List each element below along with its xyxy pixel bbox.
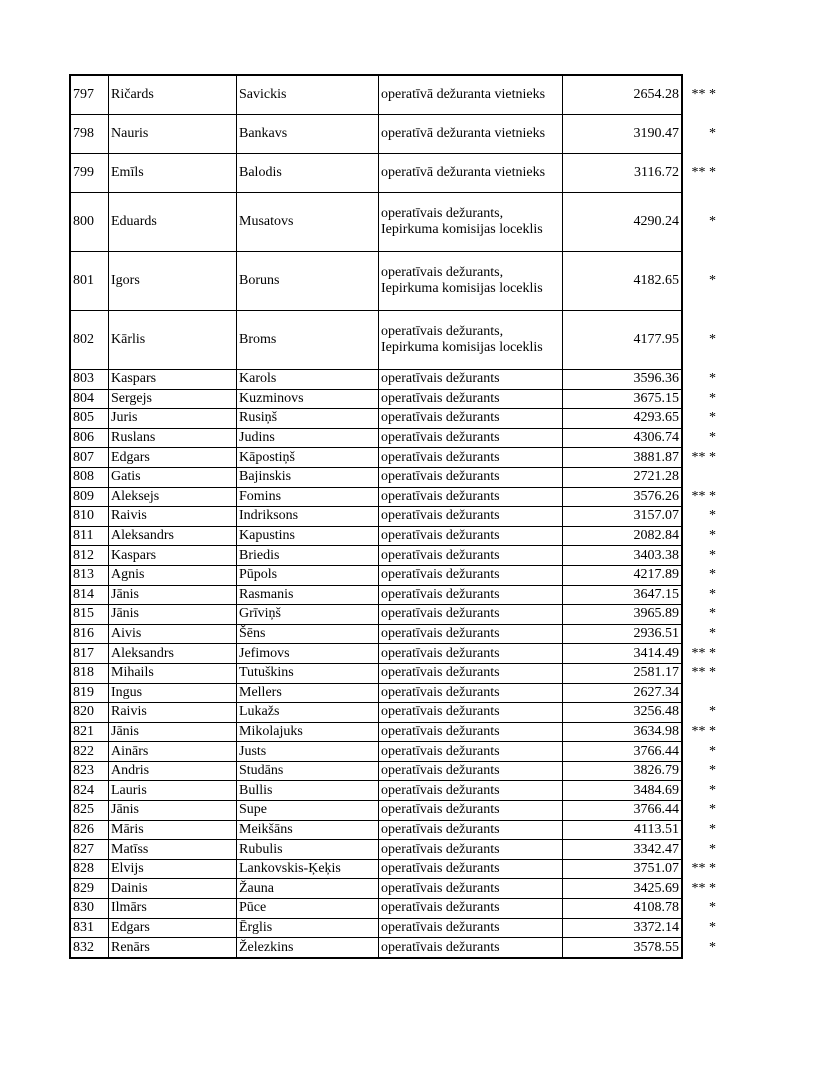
table-row <box>70 565 719 585</box>
position-cell: operatīvais dežurants <box>379 683 563 703</box>
marker-cell: * <box>682 761 719 781</box>
marker-cell: * <box>682 252 719 311</box>
surname-cell: Lukažs <box>237 703 379 723</box>
first-name-cell: Lauris <box>109 781 237 801</box>
position-cell: operatīvais dežurants <box>379 703 563 723</box>
row-number-cell: 809 <box>70 487 109 507</box>
surname-cell: Fomins <box>237 487 379 507</box>
row-number-cell: 816 <box>70 624 109 644</box>
row-number-cell: 817 <box>70 644 109 664</box>
surname-cell: Tutuškins <box>237 663 379 683</box>
table-row <box>70 75 719 115</box>
surname-cell: Meikšāns <box>237 820 379 840</box>
position-cell: operatīvais dežurants <box>379 389 563 409</box>
position-cell: operatīvais dežurants <box>379 409 563 429</box>
row-number-cell: 805 <box>70 409 109 429</box>
first-name-cell: Aleksandrs <box>109 526 237 546</box>
table-row <box>70 546 719 566</box>
salary-cell: 4290.24 <box>563 193 683 252</box>
first-name-cell: Eduards <box>109 193 237 252</box>
marker-cell: ** * <box>682 644 719 664</box>
marker-cell: * <box>682 115 719 154</box>
table-row <box>70 801 719 821</box>
first-name-cell: Ilmārs <box>109 899 237 919</box>
row-number-cell: 827 <box>70 840 109 860</box>
row-number-cell: 800 <box>70 193 109 252</box>
salary-cell: 3576.26 <box>563 487 683 507</box>
salary-cell: 3425.69 <box>563 879 683 899</box>
marker-cell: * <box>682 840 719 860</box>
surname-cell: Briedis <box>237 546 379 566</box>
first-name-cell: Nauris <box>109 115 237 154</box>
salary-cell: 3372.14 <box>563 918 683 938</box>
marker-cell: * <box>682 605 719 625</box>
surname-cell: Šēns <box>237 624 379 644</box>
table-row <box>70 938 719 958</box>
salary-cell: 3675.15 <box>563 389 683 409</box>
table-row <box>70 115 719 154</box>
first-name-cell: Matīss <box>109 840 237 860</box>
position-cell: operatīvais dežurants <box>379 859 563 879</box>
salary-cell: 2936.51 <box>563 624 683 644</box>
position-cell: operatīvais dežurants <box>379 565 563 585</box>
salary-cell: 2721.28 <box>563 467 683 487</box>
first-name-cell: Jānis <box>109 605 237 625</box>
table-row <box>70 663 719 683</box>
marker-cell: * <box>682 801 719 821</box>
first-name-cell: Ruslans <box>109 428 237 448</box>
first-name-cell: Raivis <box>109 703 237 723</box>
salary-cell: 2627.34 <box>563 683 683 703</box>
surname-cell: Boruns <box>237 252 379 311</box>
salary-cell: 3766.44 <box>563 801 683 821</box>
table-row <box>70 311 719 370</box>
first-name-cell: Aleksejs <box>109 487 237 507</box>
table-row <box>70 840 719 860</box>
first-name-cell: Aivis <box>109 624 237 644</box>
row-number-cell: 812 <box>70 546 109 566</box>
table-row <box>70 820 719 840</box>
position-cell: operatīvais dežurants <box>379 742 563 762</box>
table-row <box>70 703 719 723</box>
marker-cell: * <box>682 624 719 644</box>
surname-cell: Indriksons <box>237 507 379 527</box>
marker-cell: * <box>682 585 719 605</box>
first-name-cell: Renārs <box>109 938 237 958</box>
position-cell: operatīvā dežuranta vietnieks <box>379 75 563 115</box>
position-cell: operatīvais dežurants <box>379 663 563 683</box>
table-row <box>70 428 719 448</box>
table-row <box>70 487 719 507</box>
salary-cell: 3766.44 <box>563 742 683 762</box>
position-cell: operatīvais dežurants <box>379 467 563 487</box>
position-cell: operatīvais dežurants <box>379 722 563 742</box>
salary-cell: 2082.84 <box>563 526 683 546</box>
position-cell: operatīvais dežurants <box>379 781 563 801</box>
position-cell: operatīvais dežurants <box>379 507 563 527</box>
row-number-cell: 814 <box>70 585 109 605</box>
table-row <box>70 761 719 781</box>
salary-cell: 3751.07 <box>563 859 683 879</box>
marker-cell: * <box>682 899 719 919</box>
position-cell: operatīvais dežurants <box>379 605 563 625</box>
position-cell: operatīvais dežurants, Iepirkuma komisijas loceklis <box>379 193 563 252</box>
table-row <box>70 585 719 605</box>
marker-cell: * <box>682 526 719 546</box>
salary-cell: 4293.65 <box>563 409 683 429</box>
surname-cell: Pūce <box>237 899 379 919</box>
position-cell: operatīvais dežurants <box>379 918 563 938</box>
position-cell: operatīvais dežurants <box>379 761 563 781</box>
row-number-cell: 811 <box>70 526 109 546</box>
position-cell: operatīvais dežurants <box>379 448 563 468</box>
row-number-cell: 832 <box>70 938 109 958</box>
row-number-cell: 823 <box>70 761 109 781</box>
surname-cell: Balodis <box>237 154 379 193</box>
table-body <box>70 75 719 958</box>
table-row <box>70 644 719 664</box>
salary-cell: 3826.79 <box>563 761 683 781</box>
surname-cell: Bankavs <box>237 115 379 154</box>
surname-cell: Musatovs <box>237 193 379 252</box>
first-name-cell: Juris <box>109 409 237 429</box>
marker-cell <box>682 467 719 487</box>
table-row <box>70 742 719 762</box>
marker-cell: * <box>682 389 719 409</box>
position-cell: operatīvais dežurants <box>379 801 563 821</box>
position-cell: operatīvais dežurants <box>379 546 563 566</box>
row-number-cell: 818 <box>70 663 109 683</box>
row-number-cell: 801 <box>70 252 109 311</box>
row-number-cell: 819 <box>70 683 109 703</box>
surname-cell: Pūpols <box>237 565 379 585</box>
row-number-cell: 813 <box>70 565 109 585</box>
salary-cell: 4306.74 <box>563 428 683 448</box>
row-number-cell: 828 <box>70 859 109 879</box>
first-name-cell: Igors <box>109 252 237 311</box>
first-name-cell: Ingus <box>109 683 237 703</box>
row-number-cell: 829 <box>70 879 109 899</box>
row-number-cell: 803 <box>70 370 109 390</box>
marker-cell: * <box>682 565 719 585</box>
table-row <box>70 879 719 899</box>
marker-cell: * <box>682 742 719 762</box>
first-name-cell: Jānis <box>109 801 237 821</box>
salary-cell: 4217.89 <box>563 565 683 585</box>
first-name-cell: Kaspars <box>109 546 237 566</box>
position-cell: operatīvais dežurants, Iepirkuma komisijas loceklis <box>379 311 563 370</box>
marker-cell: * <box>682 781 719 801</box>
marker-cell: ** * <box>682 722 719 742</box>
marker-cell: * <box>682 820 719 840</box>
marker-cell: ** * <box>682 859 719 879</box>
salary-cell: 3647.15 <box>563 585 683 605</box>
position-cell: operatīvais dežurants <box>379 840 563 860</box>
marker-cell: ** * <box>682 663 719 683</box>
first-name-cell: Sergejs <box>109 389 237 409</box>
position-cell: operatīvais dežurants <box>379 526 563 546</box>
first-name-cell: Gatis <box>109 467 237 487</box>
position-cell: operatīvais dežurants <box>379 585 563 605</box>
position-cell: operatīvais dežurants <box>379 370 563 390</box>
salary-cell: 3403.38 <box>563 546 683 566</box>
salary-cell: 4182.65 <box>563 252 683 311</box>
salary-cell: 3596.36 <box>563 370 683 390</box>
position-cell: operatīvais dežurants <box>379 879 563 899</box>
surname-cell: Lankovskis-Ķeķis <box>237 859 379 879</box>
table-row <box>70 370 719 390</box>
first-name-cell: Māris <box>109 820 237 840</box>
table-row <box>70 781 719 801</box>
position-cell: operatīvais dežurants <box>379 624 563 644</box>
salary-cell: 3881.87 <box>563 448 683 468</box>
marker-cell: ** * <box>682 154 719 193</box>
row-number-cell: 825 <box>70 801 109 821</box>
first-name-cell: Aleksandrs <box>109 644 237 664</box>
first-name-cell: Ainārs <box>109 742 237 762</box>
marker-cell: * <box>682 311 719 370</box>
first-name-cell: Kārlis <box>109 311 237 370</box>
surname-cell: Žauna <box>237 879 379 899</box>
position-cell: operatīvā dežuranta vietnieks <box>379 154 563 193</box>
marker-cell: ** * <box>682 879 719 899</box>
salary-cell: 3256.48 <box>563 703 683 723</box>
salary-cell: 4113.51 <box>563 820 683 840</box>
first-name-cell: Edgars <box>109 448 237 468</box>
table-row <box>70 605 719 625</box>
surname-cell: Rasmanis <box>237 585 379 605</box>
row-number-cell: 797 <box>70 75 109 115</box>
row-number-cell: 831 <box>70 918 109 938</box>
marker-cell: ** * <box>682 487 719 507</box>
surname-cell: Studāns <box>237 761 379 781</box>
marker-cell: * <box>682 546 719 566</box>
row-number-cell: 821 <box>70 722 109 742</box>
salary-cell: 3190.47 <box>563 115 683 154</box>
salary-cell: 4177.95 <box>563 311 683 370</box>
surname-cell: Kāpostiņš <box>237 448 379 468</box>
marker-cell: * <box>682 193 719 252</box>
row-number-cell: 802 <box>70 311 109 370</box>
marker-cell: ** * <box>682 75 719 115</box>
salary-cell: 3116.72 <box>563 154 683 193</box>
salary-cell: 3157.07 <box>563 507 683 527</box>
surname-cell: Mikolajuks <box>237 722 379 742</box>
marker-cell: * <box>682 703 719 723</box>
salary-cell: 3578.55 <box>563 938 683 958</box>
surname-cell: Jefimovs <box>237 644 379 664</box>
first-name-cell: Jānis <box>109 585 237 605</box>
surname-cell: Bullis <box>237 781 379 801</box>
position-cell: operatīvais dežurants <box>379 938 563 958</box>
marker-cell: * <box>682 428 719 448</box>
marker-cell: * <box>682 918 719 938</box>
row-number-cell: 810 <box>70 507 109 527</box>
table-row <box>70 467 719 487</box>
first-name-cell: Dainis <box>109 879 237 899</box>
first-name-cell: Kaspars <box>109 370 237 390</box>
surname-cell: Bajinskis <box>237 467 379 487</box>
surname-cell: Rusiņš <box>237 409 379 429</box>
table-row <box>70 722 719 742</box>
first-name-cell: Jānis <box>109 722 237 742</box>
row-number-cell: 815 <box>70 605 109 625</box>
surname-cell: Kuzminovs <box>237 389 379 409</box>
row-number-cell: 798 <box>70 115 109 154</box>
position-cell: operatīvais dežurants <box>379 644 563 664</box>
salary-cell: 3414.49 <box>563 644 683 664</box>
position-cell: operatīvais dežurants <box>379 820 563 840</box>
table-row <box>70 526 719 546</box>
surname-cell: Karols <box>237 370 379 390</box>
first-name-cell: Raivis <box>109 507 237 527</box>
first-name-cell: Ričards <box>109 75 237 115</box>
table-row <box>70 918 719 938</box>
first-name-cell: Emīls <box>109 154 237 193</box>
employee-salary-table <box>69 74 719 959</box>
salary-cell: 3965.89 <box>563 605 683 625</box>
marker-cell: * <box>682 370 719 390</box>
table-row <box>70 409 719 429</box>
table-row <box>70 252 719 311</box>
first-name-cell: Edgars <box>109 918 237 938</box>
surname-cell: Železkins <box>237 938 379 958</box>
row-number-cell: 804 <box>70 389 109 409</box>
position-cell: operatīvais dežurants <box>379 487 563 507</box>
table-row <box>70 154 719 193</box>
surname-cell: Ērglis <box>237 918 379 938</box>
marker-cell: * <box>682 938 719 958</box>
first-name-cell: Andris <box>109 761 237 781</box>
table-row <box>70 448 719 468</box>
salary-cell: 2581.17 <box>563 663 683 683</box>
salary-cell: 4108.78 <box>563 899 683 919</box>
position-cell: operatīvais dežurants, Iepirkuma komisijas loceklis <box>379 252 563 311</box>
position-cell: operatīvais dežurants <box>379 899 563 919</box>
table-row <box>70 193 719 252</box>
first-name-cell: Agnis <box>109 565 237 585</box>
surname-cell: Judins <box>237 428 379 448</box>
surname-cell: Savickis <box>237 75 379 115</box>
row-number-cell: 806 <box>70 428 109 448</box>
first-name-cell: Elvijs <box>109 859 237 879</box>
row-number-cell: 822 <box>70 742 109 762</box>
table-row <box>70 899 719 919</box>
table-row <box>70 859 719 879</box>
row-number-cell: 826 <box>70 820 109 840</box>
marker-cell: ** * <box>682 448 719 468</box>
first-name-cell: Mihails <box>109 663 237 683</box>
marker-cell <box>682 683 719 703</box>
salary-cell: 3484.69 <box>563 781 683 801</box>
row-number-cell: 820 <box>70 703 109 723</box>
position-cell: operatīvais dežurants <box>379 428 563 448</box>
table-row <box>70 683 719 703</box>
table-row <box>70 507 719 527</box>
surname-cell: Mellers <box>237 683 379 703</box>
row-number-cell: 807 <box>70 448 109 468</box>
surname-cell: Grīviņš <box>237 605 379 625</box>
table-row <box>70 389 719 409</box>
surname-cell: Kapustins <box>237 526 379 546</box>
table-row <box>70 624 719 644</box>
salary-cell: 3634.98 <box>563 722 683 742</box>
row-number-cell: 824 <box>70 781 109 801</box>
surname-cell: Supe <box>237 801 379 821</box>
surname-cell: Justs <box>237 742 379 762</box>
position-cell: operatīvā dežuranta vietnieks <box>379 115 563 154</box>
marker-cell: * <box>682 409 719 429</box>
row-number-cell: 808 <box>70 467 109 487</box>
row-number-cell: 799 <box>70 154 109 193</box>
salary-cell: 2654.28 <box>563 75 683 115</box>
surname-cell: Broms <box>237 311 379 370</box>
salary-cell: 3342.47 <box>563 840 683 860</box>
marker-cell: * <box>682 507 719 527</box>
row-number-cell: 830 <box>70 899 109 919</box>
surname-cell: Rubulis <box>237 840 379 860</box>
